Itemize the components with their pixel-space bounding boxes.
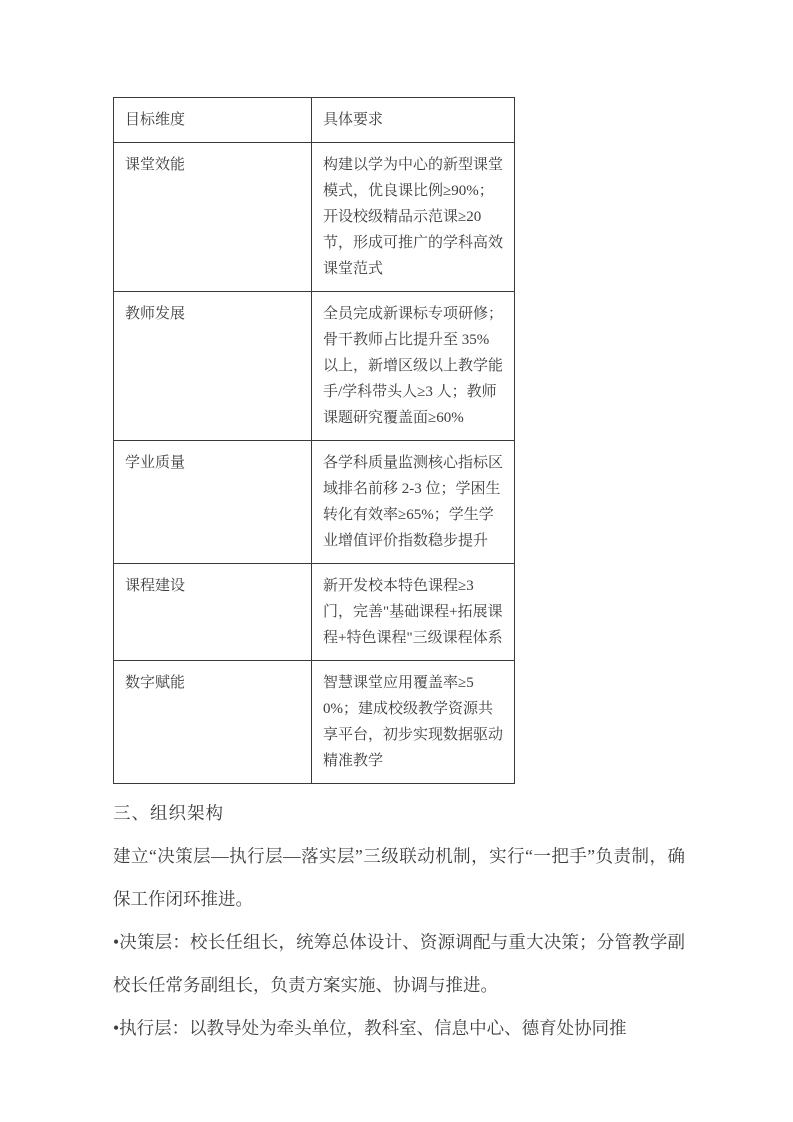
cell-dimension: 课堂效能 [114, 143, 312, 292]
table-row-curriculum-building [114, 564, 515, 661]
cell-requirement: 各学科质量监测核心指标区域排名前移 2-3 位；学困生转化有效率≥65%；学生学业增值评价指数稳步提升 [312, 441, 515, 564]
paragraph-execution-layer: •执行层：以教导处为牵头单位，教科室、信息中心、德育处协同推 [113, 1018, 627, 1038]
cell-requirement: 智慧课堂应用覆盖率≥50%；建成校级教学资源共享平台，初步实现数据驱动精准教学 [312, 661, 515, 784]
section-heading: 三、组织架构 [113, 803, 224, 823]
cell-requirement: 全员完成新课标专项研修；骨干教师占比提升至 35%以上，新增区级以上教学能手/学科带头人≥3 人；教师课题研究覆盖面≥60% [312, 292, 515, 441]
cell-dimension: 课程建设 [114, 564, 312, 661]
cell-dimension: 教师发展 [114, 292, 312, 441]
table-header-row [114, 98, 515, 143]
table-row-teacher-development [114, 292, 515, 441]
table-row-classroom-efficiency [114, 143, 515, 292]
paragraph-mechanism: 建立“决策层—执行层—落实层”三级联动机制，实行“一把手”负责制，确保工作闭环推进。 [113, 846, 685, 909]
cell-dimension: 数字赋能 [114, 661, 312, 784]
header-cell-dimension: 目标维度 [114, 98, 312, 143]
paragraph-decision-layer: •决策层：校长任组长，统筹总体设计、资源调配与重大决策；分管教学副校长任常务副组长，负责方案实施、协调与推进。 [113, 932, 685, 995]
header-cell-requirement: 具体要求 [312, 98, 515, 143]
goals-table [113, 97, 515, 784]
cell-requirement: 新开发校本特色课程≥3 门，完善"基础课程+拓展课程+特色课程"三级课程体系 [312, 564, 515, 661]
table-row-digital-empowerment [114, 661, 515, 784]
section-organization-structure [113, 792, 685, 1050]
cell-requirement: 构建以学为中心的新型课堂模式，优良课比例≥90%；开设校级精品示范课≥20 节，形成可推广的学科高效课堂范式 [312, 143, 515, 292]
cell-dimension: 学业质量 [114, 441, 312, 564]
table-row-academic-quality [114, 441, 515, 564]
